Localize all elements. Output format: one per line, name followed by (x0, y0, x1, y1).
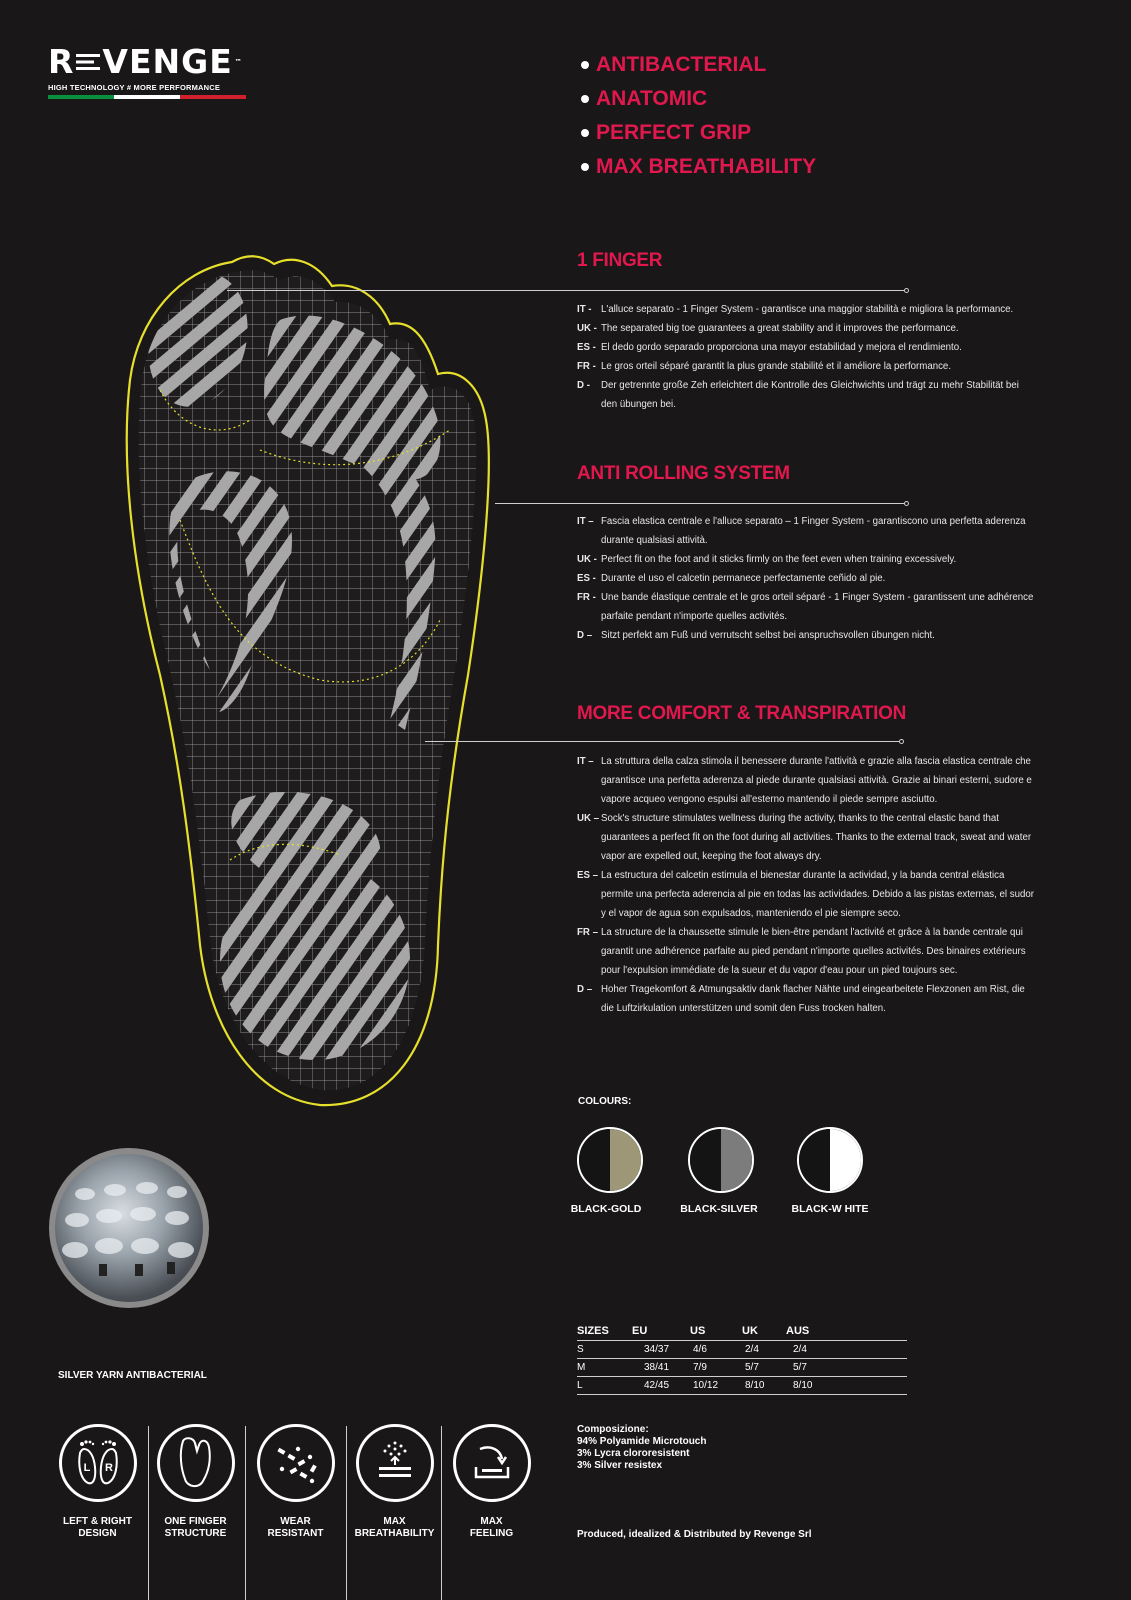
producer-credit: Produced, idealized & Distributed by Revenge Srl (577, 1529, 812, 1540)
composition-line: 94% Polyamide Microtouch (577, 1436, 707, 1447)
lang-row (577, 588, 1037, 626)
one-finger-sock-icon (157, 1424, 235, 1502)
table-cell: S (577, 1341, 632, 1359)
feature-list (578, 48, 816, 184)
lang-code: ES - (577, 342, 596, 353)
lang-row (577, 809, 1037, 866)
feature-icon-wear-resistant (247, 1424, 344, 1540)
lang-text: Fascia elastica centrale e l'alluce separato – 1 Finger System - garantiscono una perfetta aderenza durante qualsiasi attività. (601, 516, 1026, 546)
swatch-label: BLACK-SILVER (680, 1203, 758, 1215)
svg-text:L: L (83, 1462, 90, 1474)
flag-green (48, 95, 114, 99)
feature-icon-max-feeling (443, 1424, 540, 1540)
table-cell: 5/7 (786, 1359, 907, 1377)
table-row (577, 1359, 907, 1377)
colour-swatch-black-gold (577, 1127, 643, 1193)
swatch-circle (688, 1127, 754, 1193)
icon-label: ONE FINGER STRUCTURE (164, 1516, 227, 1539)
lang-row (577, 569, 1037, 588)
lang-row (577, 376, 1037, 414)
lang-text: Le gros orteil séparé garantit la plus grande stabilité et il améliore la performance. (601, 361, 952, 372)
lang-code: ES - (577, 573, 596, 584)
foot-sole-illustration (120, 240, 500, 1110)
leader-line-1-finger (227, 290, 905, 291)
lang-row (577, 512, 1037, 550)
feature-icon-left-right (49, 1424, 146, 1540)
lang-row (577, 923, 1037, 980)
icon-label: MAX BREATHABILITY (354, 1516, 435, 1539)
icon-label: LEFT & RIGHT DESIGN (63, 1516, 132, 1539)
lang-code: D - (577, 380, 590, 391)
colour-swatch-black-silver (688, 1127, 754, 1193)
lang-code: FR - (577, 592, 596, 603)
table-cell: 38/41 (632, 1359, 690, 1377)
lang-row (577, 319, 1037, 338)
table-cell: M (577, 1359, 632, 1377)
feature-item: PERFECT GRIP (578, 116, 816, 150)
lang-row (577, 300, 1037, 319)
lang-row (577, 550, 1037, 569)
table-row (577, 1341, 907, 1359)
table-cell: 34/37 (632, 1341, 690, 1359)
section-title-anti-rolling: ANTI ROLLING SYSTEM (577, 463, 790, 484)
table-cell: 7/9 (690, 1359, 742, 1377)
lang-text: Perfect fit on the foot and it sticks firmly on the feet even when training excessively. (601, 554, 957, 565)
table-cell: 42/45 (632, 1377, 690, 1395)
lang-code: FR – (577, 927, 598, 938)
icon-label: WEAR RESISTANT (267, 1516, 324, 1539)
logo-wordmark (48, 44, 268, 80)
icon-label: MAX FEELING (469, 1516, 514, 1539)
lang-text: El dedo gordo separado proporciona una mayor estabilidad y mejora el rendimiento. (601, 342, 962, 353)
lang-code: D – (577, 630, 593, 641)
lang-code: IT – (577, 756, 594, 767)
feature-icon-breathability (346, 1424, 443, 1540)
sizes-table (577, 1324, 907, 1395)
lang-code: UK - (577, 554, 597, 565)
table-cell: 8/10 (786, 1377, 907, 1395)
lang-text: La structure de la chaussette stimule le bien-être pendant l'activité et grâce à la bande centrale qui garantit une adhérence parfaite au pied pendant n'importe quelles activités. Des binaires extérieurs pour l'expulsion immédiate de la sueur et du vapor d'eau pour un pied toujours sec. (601, 927, 1026, 976)
table-row (577, 1377, 907, 1395)
section-body-comfort (577, 752, 1037, 1018)
table-cell: 10/12 (690, 1377, 742, 1395)
lang-text: Une bande élastique centrale et le gros orteil séparé - 1 Finger System - garantissent une adhérence parfaite pendant n'importe quelles activités. (601, 592, 1034, 622)
table-cell: 2/4 (742, 1341, 786, 1359)
lang-code: UK - (577, 323, 597, 334)
table-cell: 2/4 (786, 1341, 907, 1359)
swatch-circle (797, 1127, 863, 1193)
table-header-row (577, 1324, 907, 1341)
swatch-label: BLACK-GOLD (570, 1203, 642, 1215)
lang-text: Sitzt perfekt am Fuß und verrutscht selbst bei anspruchsvollen übungen nicht. (601, 630, 935, 641)
lang-row (577, 357, 1037, 376)
flag-white (114, 95, 180, 99)
leader-dot (904, 288, 909, 293)
lang-code: FR - (577, 361, 596, 372)
section-title-1-finger: 1 FINGER (577, 250, 663, 271)
col-header: EU (632, 1325, 648, 1337)
feature-item: MAX BREATHABILITY (578, 150, 816, 184)
lang-row (577, 752, 1037, 809)
col-header: AUS (786, 1325, 810, 1337)
brand-logo (48, 44, 268, 99)
wear-resistant-icon (257, 1424, 335, 1502)
table-cell: 4/6 (690, 1341, 742, 1359)
col-header: SIZES (577, 1325, 609, 1337)
logo-trademark: ™ (234, 58, 243, 66)
lang-text: L'alluce separato - 1 Finger System - garantisce una maggior stabilità e migliora la performance. (601, 304, 1014, 315)
feature-icon-one-finger (147, 1424, 244, 1540)
leader-dot (904, 501, 909, 506)
col-header: UK (742, 1325, 758, 1337)
logo-dash-icon (75, 51, 101, 73)
silver-yarn-label: SILVER YARN ANTIBACTERIAL (58, 1370, 207, 1381)
leader-line-comfort (425, 741, 900, 742)
lang-text: Durante el uso el calcetin permanece perfectamente ceñido al pie. (601, 573, 886, 584)
icon-divider (441, 1426, 442, 1600)
logo-letter-r: R (48, 42, 75, 81)
silver-yarn-fabric-image (49, 1148, 209, 1308)
lang-code: D – (577, 984, 593, 995)
feature-item: ANATOMIC (578, 82, 816, 116)
composition-line: 3% Lycra clororesistent (577, 1448, 690, 1459)
leader-dot (899, 739, 904, 744)
svg-text:R: R (104, 1462, 113, 1474)
lang-code: UK – (577, 813, 600, 824)
composition-line: 3% Silver resistex (577, 1460, 663, 1471)
lang-row (577, 338, 1037, 357)
table-cell: 8/10 (742, 1377, 786, 1395)
breathability-icon (356, 1424, 434, 1502)
lang-row (577, 626, 1037, 645)
col-header: US (690, 1325, 706, 1337)
lang-text: Hoher Tragekomfort & Atmungsaktiv dank flacher Nähte und eingearbeitete Flexzonen am Rist, die die Luftzirkulation unterstützen und somit den Fuss trocken halten. (601, 984, 1025, 1014)
lang-text: Der getrennte große Zeh erleichtert die Kontrolle des Gleichwichts und trägt zu mehr Stabilität bei den übungen bei. (601, 380, 1019, 410)
section-body-1-finger (577, 300, 1037, 414)
logo-tagline: HIGH TECHNOLOGY # MORE PERFORMANCE (48, 83, 221, 92)
section-body-anti-rolling (577, 512, 1037, 645)
swatch-circle (577, 1127, 643, 1193)
composition-block (577, 1424, 706, 1472)
colours-label: COLOURS: (578, 1096, 632, 1107)
lang-row (577, 866, 1037, 923)
lang-text: La estructura del calcetin estimula el bienestar durante la actividad, y la banda central elástica permite una perfecta aderencia al pie en todas las actividades. Debido a las pistas externas, el sudor y el vapor de agua son expulsados, manteniendo el pie siempre seco. (601, 870, 1034, 919)
italian-flag-stripe (48, 95, 246, 99)
colour-swatch-black-white (797, 1127, 863, 1193)
lang-text: La struttura della calza stimola il benessere durante l'attività e grazie alla fascia elastica centrale che garantisce una perfetta aderenza al piede durante qualsiasi attività. Grazie ai binari esterni, sudore e vapore acqueo vengono espulsi all'esterno mantendo il piede sempre asciutto. (601, 756, 1032, 805)
icon-divider (245, 1426, 246, 1600)
lang-row (577, 980, 1037, 1018)
lang-code: ES – (577, 870, 599, 881)
logo-letters: VENGE (102, 42, 233, 81)
table-cell: 5/7 (742, 1359, 786, 1377)
composition-title: Composizione: (577, 1424, 649, 1435)
lang-text: Sock's structure stimulates wellness during the activity, thanks to the central elastic band that guarantees a perfect fit on the foot during all activities. Thanks to the external track, sweat and water vapor are expelled out, keeping the foot always dry. (601, 813, 1032, 862)
lang-text: The separated big toe guarantees a great stability and it improves the performance. (601, 323, 959, 334)
leader-line-anti-rolling (495, 503, 905, 504)
feature-item: ANTIBACTERIAL (578, 48, 816, 82)
lang-code: IT – (577, 516, 594, 527)
max-feeling-icon (453, 1424, 531, 1502)
table-cell: L (577, 1377, 632, 1395)
lang-code: IT - (577, 304, 592, 315)
swatch-label: BLACK-W HITE (791, 1203, 869, 1215)
section-title-comfort: MORE COMFORT & TRANSPIRATION (577, 703, 907, 724)
left-right-feet-icon (59, 1424, 137, 1502)
flag-red (180, 95, 246, 99)
